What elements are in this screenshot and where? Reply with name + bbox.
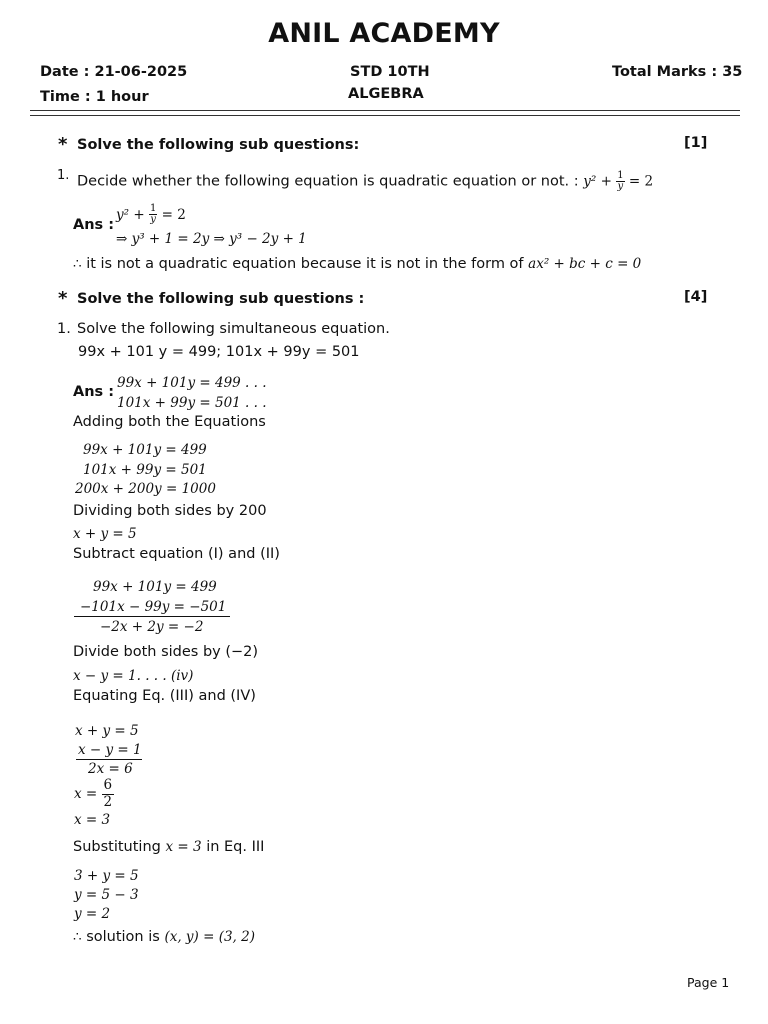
page-title: ANIL ACADEMY <box>268 18 500 49</box>
s2-ans-label: Ans : <box>73 384 115 400</box>
s2-solution: ∴ solution is (x, y) = (3, 2) <box>73 929 255 945</box>
section1-star: * <box>58 134 68 155</box>
therefore-symbol: ∴ <box>73 256 82 272</box>
s2-step-add: Adding both the Equations <box>73 414 266 430</box>
s2-sub-eq2: −101x − 99y = −501 <box>80 599 227 615</box>
section2-heading: Solve the following sub questions : <box>77 291 365 307</box>
s1-conclusion: ∴ it is not a quadratic equation because it is not in the form of ax² + bc + c = 0 <box>73 256 642 272</box>
s2-question-number: 1. <box>57 321 71 337</box>
s2-sub-step-eq3: y = 2 <box>74 906 111 922</box>
s2-step-equate: Equating Eq. (III) and (IV) <box>73 688 256 704</box>
s1-question-eq-right: = 2 <box>624 173 654 190</box>
s2-question-eq: 99x + 101 y = 499; 101x + 99y = 501 <box>78 344 360 360</box>
s2-eqt-eq3: 2x = 6 <box>88 761 133 777</box>
exam-time: Time : 1 hour <box>40 89 149 105</box>
s2-question: Solve the following simultaneous equation. <box>77 321 390 337</box>
s2-x-fraction: x = $\frac{6}{2}$ <box>74 777 113 810</box>
standard: STD 10TH <box>350 64 430 80</box>
total-marks: Total Marks : 35 <box>612 64 743 80</box>
s2-ans-eq1: 99x + 101y = 499 . . . <box>117 375 267 391</box>
s2-eqt-eq2: x − y = 1 <box>78 742 142 758</box>
s2-step-divide2: Divide both sides by (−2) <box>73 644 259 660</box>
s2-step-substitute: Substituting x = 3 in Eq. III <box>73 839 265 855</box>
s2-div-eq: x + y = 5 <box>73 526 137 542</box>
s2-add-eq1: 99x + 101y = 499 <box>83 442 207 458</box>
s1-question <box>77 171 653 192</box>
s2-step-divide: Dividing both sides by 200 <box>73 503 267 519</box>
s1-ans-label: Ans : <box>73 217 115 233</box>
s2-step-subtract: Subtract equation (I) and (II) <box>73 546 280 562</box>
s2-eqt-rule <box>76 759 142 760</box>
s1-question-number: 1. <box>57 168 70 183</box>
header-divider-top <box>30 110 740 111</box>
section2-marks: [4] <box>684 289 708 305</box>
s2-add-eq3: 200x + 200y = 1000 <box>75 481 216 497</box>
s2-add-eq2: 101x + 99y = 501 <box>83 462 207 478</box>
section1-heading: Solve the following sub questions: <box>77 137 360 153</box>
page-number: Page 1 <box>687 975 730 990</box>
section1-marks: [1] <box>684 135 708 151</box>
s2-sub-step-eq2: y = 5 − 3 <box>74 887 139 903</box>
subject: ALGEBRA <box>348 86 424 102</box>
s2-div2-eq: x − y = 1. . . . (iv) <box>73 668 194 684</box>
s2-ans-eq2: 101x + 99y = 501 . . . <box>117 395 267 411</box>
header-divider-bottom <box>30 115 740 116</box>
s1-question-eq-left: y² + <box>583 173 617 190</box>
s2-sub-eq1: 99x + 101y = 499 <box>93 579 217 595</box>
s2-eqt-eq1: x + y = 5 <box>75 723 139 739</box>
s2-sub-step-eq1: 3 + y = 5 <box>74 868 139 884</box>
s1-ans-line2: ⇒ y³ + 1 = 2y ⇒ y³ − 2y + 1 <box>116 231 307 247</box>
s1-question-text: Decide whether the following equation is quadratic equation or not. : <box>77 173 579 190</box>
s2-sub-eq3: −2x + 2y = −2 <box>100 619 204 635</box>
s2-sub-rule <box>74 616 230 617</box>
therefore-symbol: ∴ <box>73 929 82 945</box>
s1-question-fraction: $\frac{1}{y}$ <box>617 170 624 192</box>
section2-star: * <box>58 288 68 309</box>
s1-ans-line1: y² + $\frac{1}{y}$ = 2 <box>116 203 186 225</box>
s2-x-value: x = 3 <box>74 812 111 828</box>
exam-date: Date : 21-06-2025 <box>40 64 188 80</box>
